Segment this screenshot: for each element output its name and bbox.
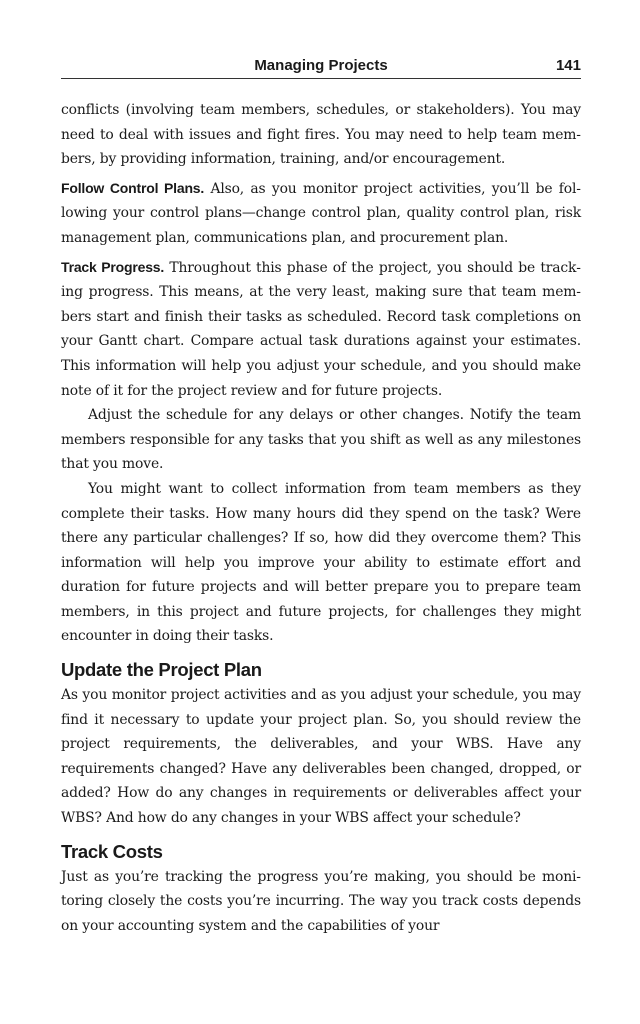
run-in-heading-track-progress: Track Progress. [61, 258, 165, 275]
paragraph-text: Throughout this phase of the project, you should be tracking progress. This means, at the very least, making sure that team members start and finish their tasks as scheduled. Record task completions on your Gantt chart. Compare actual task durations against your estimates. This information will help you adjust your schedule, and you should make note of it for the project review and for future projects. [61, 259, 581, 399]
paragraph-update-plan: As you monitor project activities and as you adjust your schedule, you may find it necessary to update your project plan. So, you should review the project requirements, the deliverables, and your WBS. Have any requirements changed? Have any deliverables been changed, dropped, or added? How do any changes in requirements or deliverables affect your WBS? And how do any changes in your WBS affect your schedule? [61, 687, 581, 827]
body-text [61, 98, 581, 938]
paragraph-track-costs: Just as you’re tracking the progress you’re making, you should be monitoring closely the costs you’re incurring. The way you track costs depends on your accounting system and the capabilities of your [61, 868, 581, 934]
running-header [61, 52, 581, 79]
section-heading-track-costs: Track Costs [61, 840, 163, 862]
paragraph-track-progress [61, 255, 581, 404]
paragraph-text: Also, as you monitor project activities, you’ll be following your control plans—change control plan, quality control plan, risk management plan, communications plan, and procurement plan. [61, 180, 581, 246]
page-number: 141 [555, 57, 581, 74]
run-in-heading-follow-control-plans: Follow Control Plans. [61, 179, 205, 196]
paragraph-conflicts: conflicts (involving team members, schedules, or stakeholders). You may need to deal with issues and fight fires. You may need to help team members, by providing information, training, and/or encouragement. [61, 102, 581, 168]
paragraph-collect-information: You might want to collect information from team members as they complete their tasks. How many hours did they spend on the task? Were there any particular challenges? If so, how did they overcome them? This information will help you improve your ability to estimate effort and duration for future projects and will better prepare you to prepare team members, in this project and future projects, for challenges they might encounter in doing their tasks. [61, 480, 581, 645]
paragraph-follow-control-plans [61, 176, 581, 251]
book-page [61, 52, 581, 938]
section-heading-update-plan: Update the Project Plan [61, 659, 262, 681]
chapter-title: Managing Projects [254, 57, 388, 74]
paragraph-adjust-schedule: Adjust the schedule for any delays or other changes. Notify the team members responsible for any tasks that you shift as well as any milestones that you move. [61, 407, 581, 473]
